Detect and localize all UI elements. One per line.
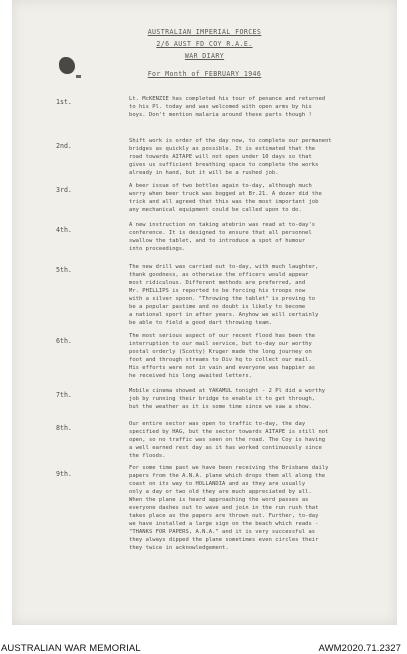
footer-accession-number: AWM2020.71.2327 — [318, 643, 401, 654]
entry-day-8: 8th. — [56, 424, 72, 432]
entry-day-3: 3rd. — [56, 186, 72, 194]
header-unit-line2: 2/6 AUST FD COY R.A.E. — [156, 40, 253, 48]
entry-text-2: Shift work is order of the day now, to complete our permanent bridges as quickly as possible. It is estimated that the road towards AITAPE will not open under 10 days so that gives us sufficient breathing space to complete the works already in hand, but it will be a rushed job. — [129, 138, 332, 176]
entry-day-6: 6th. — [56, 337, 72, 345]
entry-text-5: The new drill was carried out to-day, with much laughter, thank goodness, as otherwise the officers would appear most ridiculous. Different methods are preferred, and Mr. PHILLIPS is reported to be forcing his troops now with a silver spoon. "Throwing the tablet" is proving to be a popular pastime and no doubt is likely to become a national sport in after years. Anyhow we will certainly be able to field a good dart throwing team. — [129, 264, 319, 326]
entry-text-8: Our entire sector was open to traffic to-day, the day specified by HAG, but the sector towards AITAPE is still not open, so no traffic was seen on the road. The Coy is having a well earned rest day as it has worked continuously since the floods. — [129, 421, 329, 459]
diary-page — [12, 0, 397, 625]
entry-day-1: 1st. — [56, 98, 72, 106]
entry-day-9: 9th. — [56, 470, 72, 478]
entry-text-3: A beer issue of two bottles again to-day, although much worry when beer truck was bogged at Br.21. A dozer did the trick and all agreed that this was the most important job any mechanical equipment could be called upon to do. — [129, 183, 322, 213]
entry-text-9: For some time past we have been receiving the Brisbane daily papers from the A.N.A. plane which drops them all along the coast on its way to HOLLANDIA and as they are usually only a day or two old they are much appreciated by all. When the plane is heard approaching the word passes as everyone dashes out to wave and join in the run rush that takes place as the papers are thrown out. Further, to-day we have installed a large sign on the beach which reads - "THANKS FOR PAPERS, A.N.A." and it is very successful as they always dipped the plane sometimes even circles their they twice in acknowledgement. — [129, 465, 329, 551]
entry-text-1: Lt. McKENZIE has completed his tour of penance and returned to his Pl. today and was welcomed with open arms by his boys. Don't mention malaria around these parts though ! — [129, 96, 326, 118]
entry-text-6: The most serious aspect of our recent flood has been the interruption to our mail service, but to-day our worthy postal orderly (Scotty) Kruger made the long journey on foot and through streams to Div hq to collect our mail. His efforts were not in vain and everyone was happier as he received his long awaited letters. — [129, 333, 316, 379]
entry-text-7: Mobile cinema showed at YAKAMUL tonight - 2 Pl did a worthy job by running their bridge to enable it to get through, but the weather as it is some time since we saw a show. — [129, 388, 326, 410]
entry-text-4: A new instruction on taking atebrin was read at to-day's conference. It is designed to ensure that all personnel swallow the tablet, and to introduce a spot of humour into proceedings. — [129, 222, 316, 252]
header-unit-line1: AUSTRALIAN IMPERIAL FORCES — [147, 28, 262, 36]
header-war-diary: WAR DIARY — [184, 52, 225, 60]
entry-day-4: 4th. — [56, 226, 72, 234]
entry-day-5: 5th. — [56, 266, 72, 274]
footer-institution: AUSTRALIAN WAR MEMORIAL — [1, 643, 141, 654]
entry-day-2: 2nd. — [56, 142, 72, 150]
entry-day-7: 7th. — [56, 391, 72, 399]
header-month: For Month of FEBRUARY 1946 — [147, 70, 262, 78]
